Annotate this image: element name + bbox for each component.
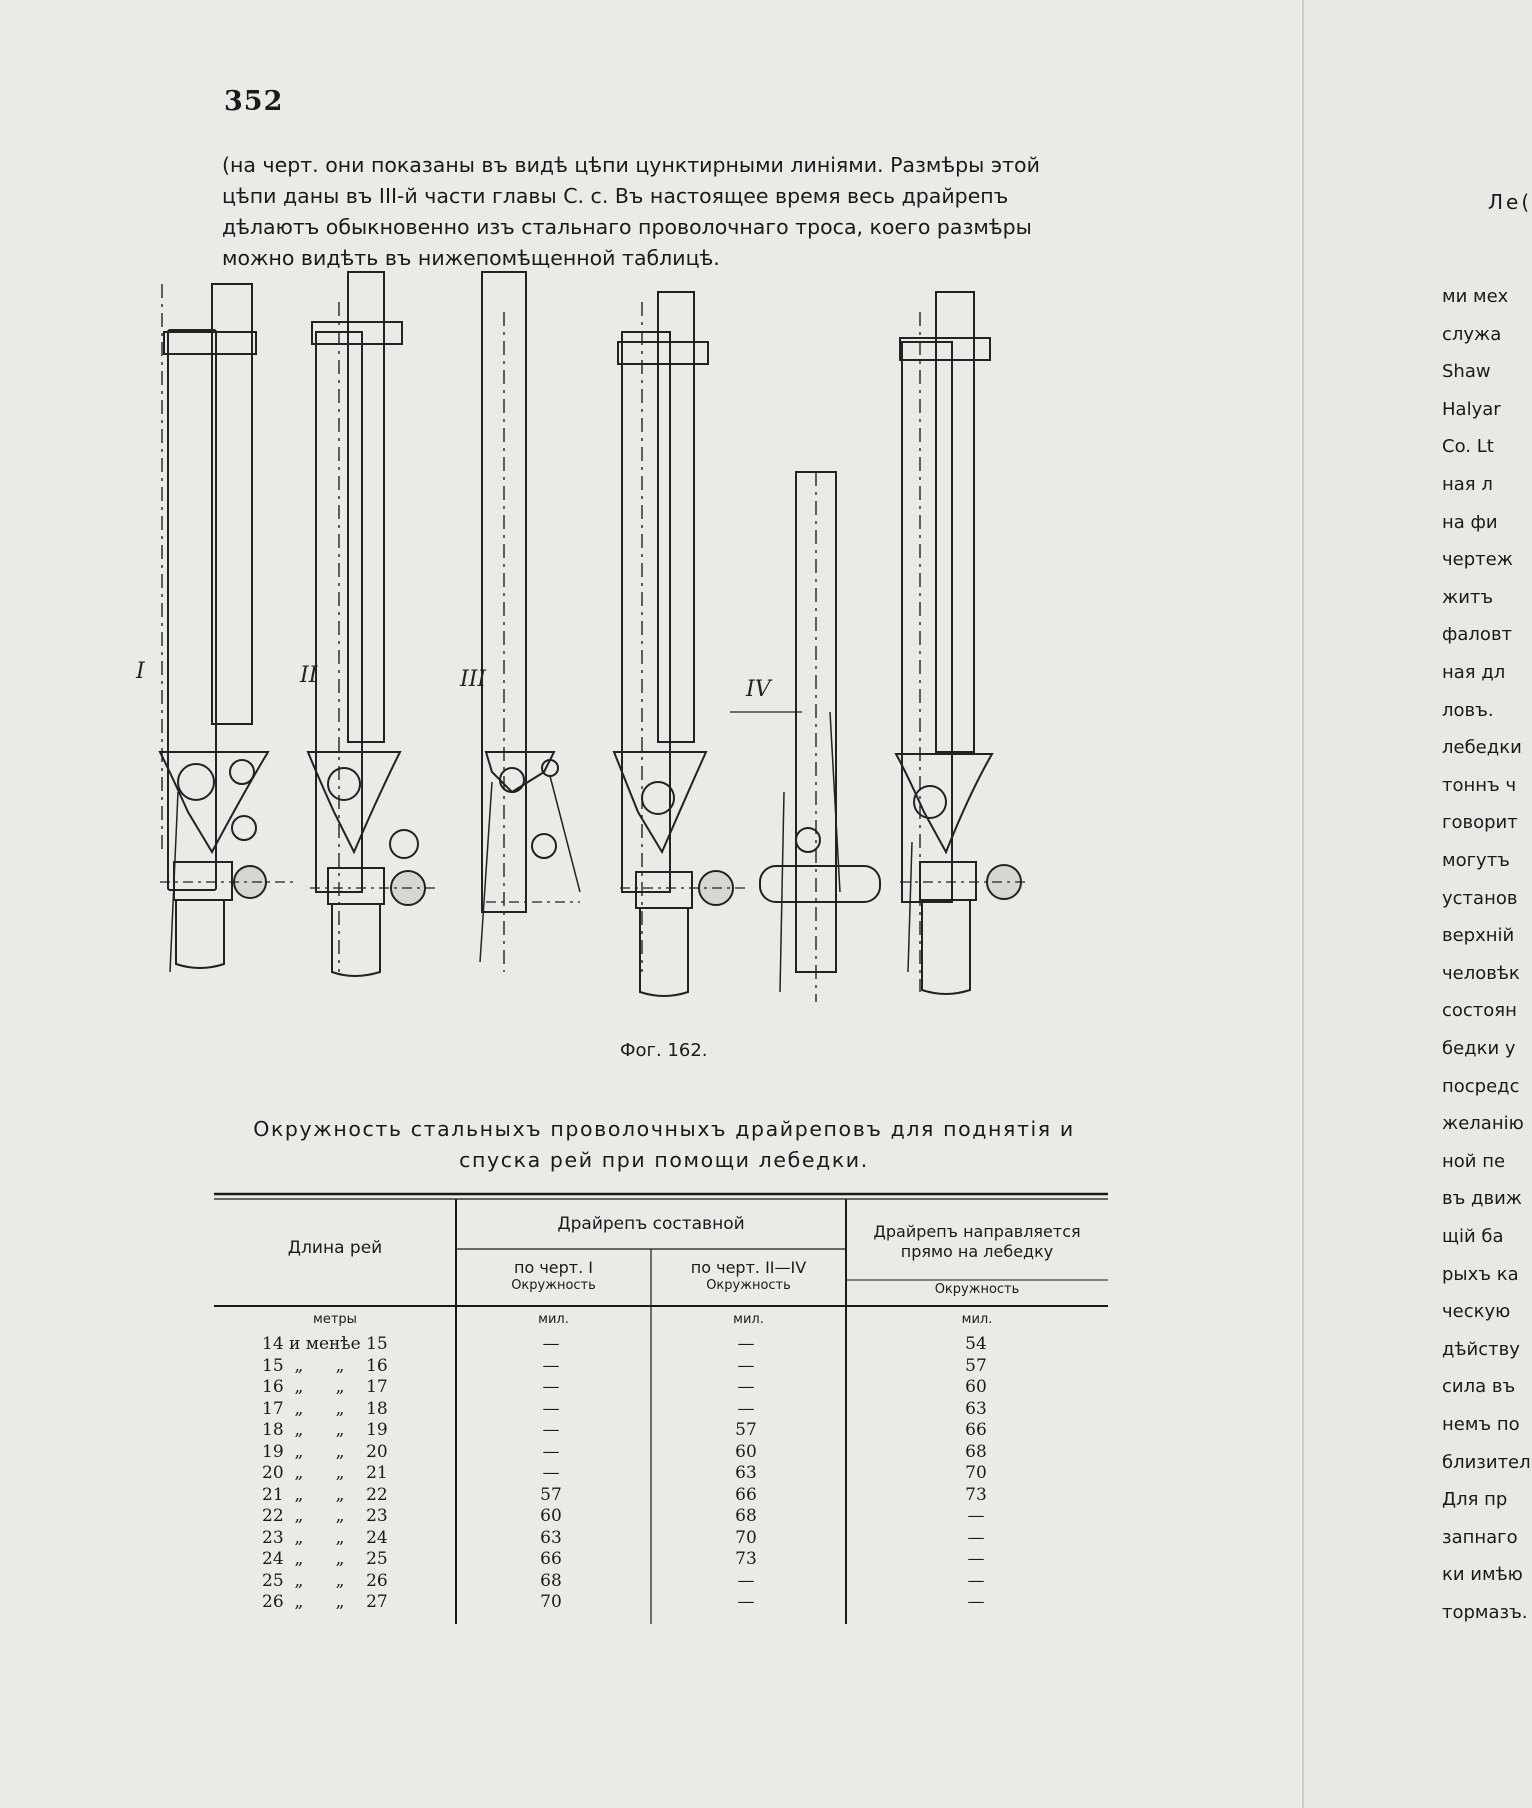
table-cell: — <box>542 1420 560 1440</box>
header-sub1: по черт. I <box>514 1258 593 1277</box>
table-cell: 60 <box>965 1377 987 1397</box>
right-page-line: близител <box>1442 1451 1531 1473</box>
table-cell: 73 <box>735 1549 757 1569</box>
table-cell: — <box>967 1506 985 1526</box>
mast-drawing-4a <box>614 292 750 996</box>
table-cell: 68 <box>540 1570 562 1591</box>
table-cell: 70 <box>965 1463 987 1483</box>
figure-caption: Фог. 162. <box>620 1040 708 1061</box>
row-length: 16 „ „ 17 <box>262 1377 388 1397</box>
table-cell: 68 <box>735 1506 757 1526</box>
header-direct: Драйрепъ направляется <box>873 1222 1081 1241</box>
header-sub2-circ: Окружность <box>706 1278 791 1293</box>
right-page-line: дѣйству <box>1442 1338 1520 1360</box>
right-page-line: фаловт <box>1442 624 1513 646</box>
table-cell: — <box>967 1549 985 1569</box>
table-cell: — <box>542 1334 560 1354</box>
unit-col3: мил. <box>961 1312 993 1327</box>
table-cell: 68 <box>965 1441 987 1462</box>
table-cell: — <box>737 1592 755 1612</box>
row-length: 17 „ „ 18 <box>262 1398 388 1419</box>
right-page-line: говорит <box>1442 812 1518 834</box>
right-page-line: ная л <box>1442 474 1493 495</box>
table-title <box>214 1114 1114 1176</box>
right-page-line: запнаго <box>1442 1526 1518 1548</box>
right-page-line: тормазъ. <box>1442 1602 1528 1623</box>
header-direct-circ: Окружность <box>934 1282 1020 1297</box>
right-page-line: могутъ <box>1442 850 1510 871</box>
row-length: 24 „ „ 25 <box>262 1549 388 1569</box>
body-paragraph <box>222 150 1116 274</box>
table-title-line: спуска рей при помощи лебедки. <box>459 1148 869 1172</box>
table-cell: — <box>737 1570 755 1591</box>
figure-label-2: II <box>300 663 318 688</box>
table-cell: — <box>737 1377 755 1397</box>
table-cell: — <box>542 1463 560 1483</box>
figure-label-4: IV <box>746 677 771 702</box>
paragraph-line: цѣпи даны въ III-й части главы С. с. Въ настоящее время весь драйрепъ <box>222 184 1009 208</box>
table-cell: 60 <box>735 1441 757 1462</box>
table-cell: 63 <box>540 1527 562 1548</box>
right-page-line: рыхъ ка <box>1442 1263 1519 1285</box>
right-page-line: ловъ. <box>1442 699 1494 721</box>
header-sub1-circ: Окружность <box>511 1278 596 1293</box>
right-page-line: въ движ <box>1442 1188 1523 1210</box>
right-page-line: посредс <box>1442 1075 1520 1097</box>
right-page-line: Co. Lt <box>1442 436 1494 458</box>
mast-drawing-5 <box>896 292 1030 994</box>
page-number: 352 <box>224 86 284 117</box>
right-page-line: ческую <box>1442 1301 1511 1323</box>
mast-drawing-2 <box>299 272 440 976</box>
table-cell: 63 <box>735 1463 757 1483</box>
right-page-line: человѣк <box>1442 962 1520 984</box>
mast-drawing <box>136 272 1130 1042</box>
row-length: 14 и менѣе 15 <box>262 1334 388 1354</box>
figure-label-3: III <box>460 667 487 692</box>
unit-length: метры <box>313 1312 357 1327</box>
table-cell: 73 <box>965 1484 987 1505</box>
right-page-line: установ <box>1442 887 1518 909</box>
table-cell: 63 <box>965 1398 987 1419</box>
right-page-line: сила въ <box>1442 1376 1516 1398</box>
right-page-line: чертеж <box>1442 549 1513 571</box>
table-cell: 70 <box>540 1592 562 1612</box>
right-page-line: ми мех <box>1442 286 1509 307</box>
table-cell: — <box>967 1592 985 1612</box>
table-cell: 54 <box>965 1334 987 1354</box>
header-length: Длина рей <box>287 1238 383 1258</box>
right-page-line: состоян <box>1442 1000 1517 1022</box>
paragraph-line: дѣлаютъ обыкновенно изъ стальнаго проволочнаго троса, коего размѣры <box>222 215 1032 239</box>
table-cell: — <box>967 1570 985 1591</box>
mast-drawing-1 <box>135 284 298 972</box>
right-page-line: желанію <box>1442 1113 1524 1135</box>
mast-drawing-4b <box>730 472 880 1002</box>
paragraph-line: можно видѣть въ нижепомѣщенной таблицѣ. <box>222 246 720 270</box>
table-title-line: Окружность стальныхъ проволочныхъ драйреповъ для поднятія и <box>253 1117 1075 1141</box>
row-length: 25 „ „ 26 <box>262 1570 388 1591</box>
row-length: 18 „ „ 19 <box>262 1420 388 1440</box>
table-cell: 70 <box>735 1527 757 1548</box>
row-length: 26 „ „ 27 <box>262 1592 388 1612</box>
mast-drawing-figure <box>136 272 1130 1042</box>
header-direct-2: прямо на лебедку <box>900 1242 1054 1261</box>
header-composite: Драйрепъ составной <box>557 1214 745 1234</box>
row-length: 20 „ „ 21 <box>262 1463 388 1483</box>
right-page-heading: Ле( <box>1488 190 1532 214</box>
right-page-line: немъ по <box>1442 1414 1520 1435</box>
table-cell: 66 <box>735 1484 757 1505</box>
right-page-line: лебедки <box>1442 737 1522 759</box>
table-cell: 66 <box>540 1549 562 1569</box>
figure-label-1: I <box>136 659 145 684</box>
table-cell: — <box>542 1377 560 1397</box>
right-page-line: Shaw <box>1442 361 1491 383</box>
row-length: 21 „ „ 22 <box>262 1484 388 1505</box>
right-page-line: ной пе <box>1442 1150 1506 1172</box>
unit-col2: мил. <box>733 1312 764 1327</box>
paragraph-line: (на черт. они показаны въ видѣ цѣпи цунктирными линіями. Размѣры этой <box>222 153 1040 177</box>
right-page-line: верхній <box>1442 925 1515 947</box>
table-cell: — <box>737 1334 755 1354</box>
table-cell: 60 <box>540 1506 562 1526</box>
right-page-line: Halyar <box>1442 398 1501 420</box>
right-page-line: Для пр <box>1442 1489 1508 1511</box>
table-cell: — <box>542 1441 560 1462</box>
right-page-line: тоннъ ч <box>1442 774 1517 796</box>
table-cell: — <box>737 1355 755 1376</box>
mast-drawing-3 <box>459 272 580 972</box>
table-cell: — <box>542 1398 560 1419</box>
table-cell: — <box>737 1398 755 1419</box>
table-cell: — <box>542 1355 560 1376</box>
row-length: 22 „ „ 23 <box>262 1506 388 1526</box>
right-page-line: ки имѣю <box>1442 1564 1523 1586</box>
right-page-line: ная дл <box>1442 662 1506 683</box>
right-page-line: на фи <box>1442 511 1498 533</box>
table-cell: — <box>967 1527 985 1548</box>
table-cell: 66 <box>965 1420 987 1440</box>
table-cell: 57 <box>540 1484 562 1505</box>
table-cell: 57 <box>965 1355 987 1376</box>
row-length: 15 „ „ 16 <box>262 1355 388 1376</box>
row-length: 19 „ „ 20 <box>262 1441 388 1462</box>
right-page-line: житъ <box>1442 586 1494 608</box>
table-cell: 57 <box>735 1420 757 1440</box>
row-length: 23 „ „ 24 <box>262 1527 388 1548</box>
right-page-line: бедки у <box>1442 1038 1516 1059</box>
right-page-line: служа <box>1442 323 1502 345</box>
right-page-line: щій ба <box>1442 1226 1504 1247</box>
unit-col1: мил. <box>538 1312 569 1327</box>
header-sub2: по черт. II—IV <box>690 1258 807 1277</box>
